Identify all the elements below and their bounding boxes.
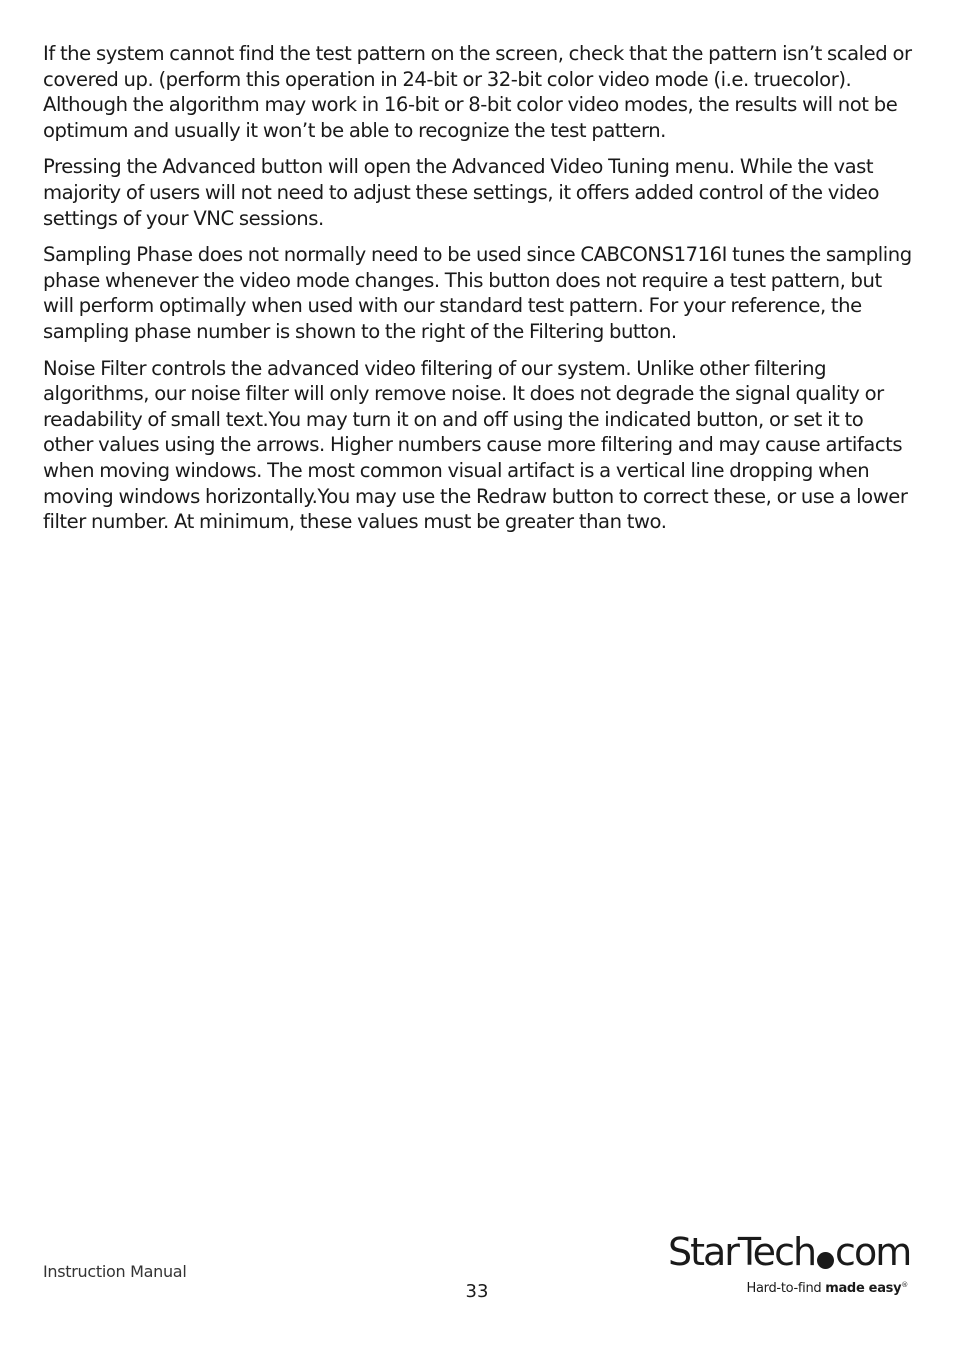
paragraph-test-pattern: If the system cannot find the test pattern on the screen, check that the pattern isn’t scaled or covered up. (perform this operation in 24-bit or 32-bit color video mode (i.e. truecolor). Although the algorithm may work in 16-bit or 8-bit color video modes, the results will not be optimum and usually it won’t be able to recognize the test pattern. [43, 42, 912, 142]
paragraph-advanced-button: Pressing the Advanced button will open the Advanced Video Tuning menu. While the vast majority of users will not need to adjust these settings, it offers added control of the video settings of your VNC sessions. [43, 155, 880, 230]
page-number: 33 [465, 1281, 489, 1302]
logo-dot-icon [817, 1252, 834, 1269]
document-body [43, 41, 917, 546]
footer-label: Instruction Manual [43, 1262, 187, 1281]
logo-brand: StarTech [668, 1230, 816, 1274]
logo-domain: com [835, 1230, 911, 1274]
paragraph-noise-filter: Noise Filter controls the advanced video filtering of our system. Unlike other filtering algorithms, our noise filter will only remove noise. It does not degrade the signal quality or readability of small text.You may turn it on and off using the indicated button, or set it to other values using the arrows. Higher numbers cause more filtering and may cause artifacts when moving windows. The most common visual artifact is a vertical line dropping when moving windows horizontally.You may use the Redraw button to correct these, or use a lower filter number. At minimum, these values must be greater than two. [43, 356, 908, 534]
paragraph-sampling-phase: Sampling Phase does not normally need to be used since CABCONS1716I tunes the sampling phase whenever the video mode changes. This button does not require a test pattern, but will perform optimally when used with our standard test pattern. For your reference, the sampling phase number is shown to the right of the Filtering button. [43, 243, 912, 343]
logo-tagline [747, 1281, 908, 1296]
registered-mark: ® [901, 1281, 908, 1289]
logo-wordmark [668, 1229, 910, 1275]
startech-logo [668, 1229, 918, 1309]
logo-tagline-regular: Hard-to-find [746, 1281, 826, 1296]
logo-tagline-bold: made easy [825, 1281, 902, 1296]
